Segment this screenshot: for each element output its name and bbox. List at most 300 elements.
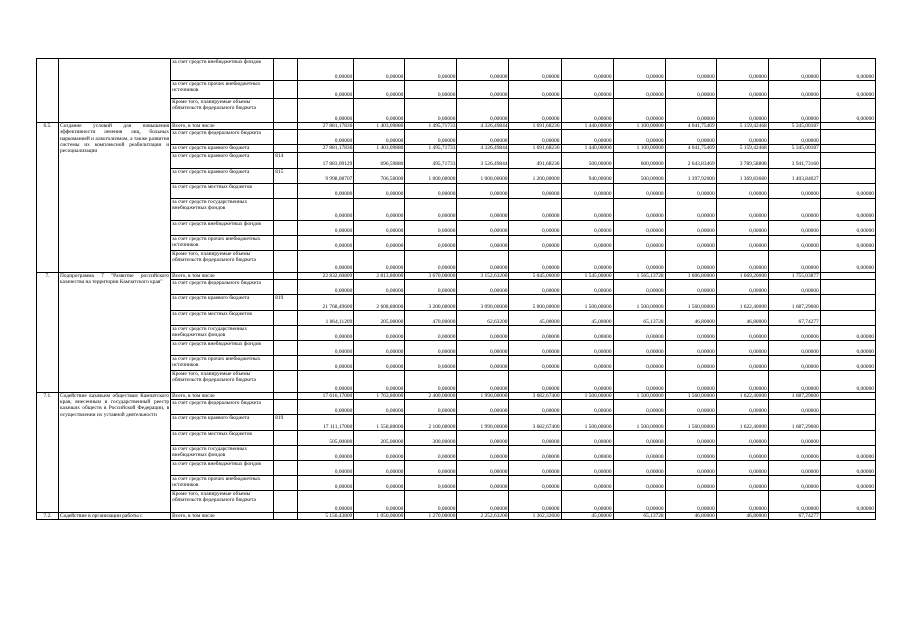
amount-cell: 0,00000 bbox=[354, 183, 405, 198]
amount-cell: 0,00000 bbox=[613, 250, 665, 272]
amount-cell: 0,00000 bbox=[613, 461, 665, 476]
funding-source: за счет средств внебюджетных фондов bbox=[171, 461, 274, 476]
amount-cell: 0,00000 bbox=[298, 476, 354, 491]
amount-cell: 0,00000 bbox=[561, 250, 613, 272]
amount-cell: 0,00000 bbox=[354, 400, 405, 415]
amount-cell: 1 200,00000 bbox=[509, 168, 561, 183]
funding-source: Кроме того, планируемые объемы обязательств федерального бюджета bbox=[171, 491, 274, 513]
budget-code bbox=[274, 235, 298, 250]
amount-cell: 0,00000 bbox=[457, 81, 509, 99]
amount-cell: 600,00000 bbox=[613, 152, 665, 168]
amount-cell: 696,59880 bbox=[354, 152, 405, 168]
amount-cell: 0,00000 bbox=[613, 400, 665, 415]
amount-cell: 0,00000 bbox=[613, 183, 665, 198]
amount-cell: 1 500,00000 bbox=[613, 294, 665, 310]
funding-source: Кроме того, планируемые объемы обязательств федерального бюджета bbox=[171, 99, 274, 123]
amount-cell: 17 111,17000 bbox=[298, 415, 354, 431]
funding-source: за счет средств краевого бюджета bbox=[171, 152, 274, 168]
funding-source: за счет средств местных бюджетов bbox=[171, 310, 274, 325]
amount-cell: 0,00000 bbox=[298, 250, 354, 272]
amount-cell: 3 152,63200 bbox=[457, 272, 509, 279]
funding-source: за счет средств краевого бюджета bbox=[171, 168, 274, 183]
amount-cell: 0,00000 bbox=[405, 476, 457, 491]
amount-cell: 0,00000 bbox=[561, 198, 613, 220]
amount-cell: 0,00000 bbox=[405, 183, 457, 198]
budget-code bbox=[274, 461, 298, 476]
amount-cell: 0,00000 bbox=[561, 446, 613, 461]
amount-cell: 0,00000 bbox=[561, 400, 613, 415]
amount-cell: 0,00000 bbox=[298, 446, 354, 461]
amount-cell: 0,00000 bbox=[716, 81, 768, 99]
amount-cell: 0,00000 bbox=[298, 355, 354, 370]
amount-cell: 0,00000 bbox=[820, 59, 875, 81]
amount-cell: 2 608,80000 bbox=[354, 294, 405, 310]
budget-code bbox=[274, 272, 298, 279]
amount-cell: 1 622,40000 bbox=[716, 415, 768, 431]
funding-source: Всего, в том числе bbox=[171, 513, 274, 520]
funding-source: за счет средств краевого бюджета bbox=[171, 145, 274, 152]
amount-cell: 0,00000 bbox=[354, 461, 405, 476]
amount-cell: 0,00000 bbox=[820, 198, 875, 220]
amount-cell: 0,00000 bbox=[613, 446, 665, 461]
amount-cell: 0,00000 bbox=[613, 325, 665, 340]
amount-cell: 0,00000 bbox=[457, 370, 509, 392]
amount-cell: 0,00000 bbox=[820, 235, 875, 250]
amount-cell: 21 768,49600 bbox=[298, 294, 354, 310]
budget-code bbox=[274, 491, 298, 513]
amount-cell bbox=[820, 145, 875, 152]
budget-code bbox=[274, 123, 298, 130]
amount-cell: 0,00000 bbox=[561, 491, 613, 513]
amount-cell: 491,68236 bbox=[509, 152, 561, 168]
amount-cell: 0,00000 bbox=[665, 235, 716, 250]
amount-cell: 0,00000 bbox=[354, 325, 405, 340]
funding-source: за счет средств внебюджетных фондов bbox=[171, 220, 274, 235]
amount-cell: 495,71733 bbox=[405, 152, 457, 168]
funding-source: за счет средств местных бюджетов bbox=[171, 183, 274, 198]
amount-cell: 0,00000 bbox=[457, 491, 509, 513]
amount-cell: 0,00000 bbox=[665, 431, 716, 446]
budget-code bbox=[274, 355, 298, 370]
amount-cell: 0,00000 bbox=[354, 220, 405, 235]
amount-cell: 46,80000 bbox=[665, 310, 716, 325]
amount-cell: 0,00000 bbox=[354, 476, 405, 491]
amount-cell: 0,00000 bbox=[768, 340, 820, 355]
amount-cell: 0,00000 bbox=[716, 461, 768, 476]
amount-cell: 0,00000 bbox=[298, 400, 354, 415]
amount-cell: 0,00000 bbox=[509, 446, 561, 461]
amount-cell: 0,00000 bbox=[665, 183, 716, 198]
amount-cell: 0,00000 bbox=[457, 130, 509, 145]
amount-cell: 0,00000 bbox=[405, 130, 457, 145]
amount-cell: 0,00000 bbox=[298, 340, 354, 355]
amount-cell: 0,00000 bbox=[405, 220, 457, 235]
amount-cell: 0,00000 bbox=[820, 491, 875, 513]
amount-cell: 0,00000 bbox=[561, 279, 613, 294]
amount-cell: 17 616,17000 bbox=[298, 392, 354, 399]
funding-source: Всего, в том числе bbox=[171, 392, 274, 399]
amount-cell: 1 990,00000 bbox=[457, 392, 509, 399]
amount-cell: 500,00000 bbox=[561, 152, 613, 168]
amount-cell: 0,00000 bbox=[457, 250, 509, 272]
amount-cell: 0,00000 bbox=[354, 198, 405, 220]
amount-cell: 0,00000 bbox=[561, 340, 613, 355]
amount-cell: 0,00000 bbox=[613, 476, 665, 491]
amount-cell: 0,00000 bbox=[298, 325, 354, 340]
row-index: 7.2. bbox=[37, 513, 59, 520]
amount-cell: 0,00000 bbox=[665, 250, 716, 272]
amount-cell: 0,00000 bbox=[665, 130, 716, 145]
budget-code bbox=[274, 99, 298, 123]
amount-cell: 1 440,00000 bbox=[561, 145, 613, 152]
budget-table bbox=[36, 58, 876, 520]
amount-cell: 0,00000 bbox=[716, 235, 768, 250]
budget-code bbox=[274, 476, 298, 491]
amount-cell: 0,00000 bbox=[820, 461, 875, 476]
amount-cell: 500,00000 bbox=[613, 168, 665, 183]
amount-cell: 0,00000 bbox=[665, 279, 716, 294]
amount-cell: 0,00000 bbox=[509, 491, 561, 513]
amount-cell: 0,00000 bbox=[561, 220, 613, 235]
amount-cell: 67,74277 bbox=[768, 310, 820, 325]
budget-code bbox=[274, 370, 298, 392]
budget-code bbox=[274, 446, 298, 461]
funding-source: за счет средств краевого бюджета bbox=[171, 415, 274, 431]
amount-cell: 0,00000 bbox=[561, 370, 613, 392]
amount-cell: 0,00000 bbox=[509, 431, 561, 446]
amount-cell: 706,50000 bbox=[354, 168, 405, 183]
amount-cell: 62,63200 bbox=[457, 310, 509, 325]
amount-cell: 0,00000 bbox=[613, 99, 665, 123]
amount-cell: 0,00000 bbox=[509, 355, 561, 370]
amount-cell bbox=[820, 392, 875, 399]
amount-cell: 0,00000 bbox=[298, 235, 354, 250]
amount-cell: 3 682,67400 bbox=[509, 392, 561, 399]
amount-cell: 0,00000 bbox=[354, 99, 405, 123]
amount-cell: 0,00000 bbox=[716, 59, 768, 81]
amount-cell: 3 200,00000 bbox=[405, 294, 457, 310]
amount-cell: 0,00000 bbox=[665, 99, 716, 123]
amount-cell: 3 682,67400 bbox=[509, 415, 561, 431]
measure-name: Создание условий для повышения эффективности лечения лиц, больных наркоманией и алкоголизмом, а также развития системы их комплексной реабилитации и ресоциализации bbox=[59, 123, 171, 273]
amount-cell: 3 941,73160 bbox=[768, 152, 820, 168]
amount-cell: 0,00000 bbox=[457, 461, 509, 476]
amount-cell: 0,00000 bbox=[768, 183, 820, 198]
amount-cell: 0,00000 bbox=[354, 355, 405, 370]
amount-cell: 0,00000 bbox=[405, 59, 457, 81]
amount-cell: 470,00000 bbox=[405, 310, 457, 325]
amount-cell: 0,00000 bbox=[768, 431, 820, 446]
amount-cell: 0,00000 bbox=[298, 59, 354, 81]
amount-cell: 0,00000 bbox=[820, 220, 875, 235]
amount-cell: 0,00000 bbox=[665, 355, 716, 370]
budget-code bbox=[274, 198, 298, 220]
amount-cell: 0,00000 bbox=[665, 325, 716, 340]
row-index: 6.5. bbox=[37, 123, 59, 273]
budget-code bbox=[274, 513, 298, 520]
amount-cell: 0,00000 bbox=[613, 340, 665, 355]
amount-cell: 0,00000 bbox=[613, 355, 665, 370]
funding-source: за счет средств местных бюджетов bbox=[171, 431, 274, 446]
amount-cell bbox=[820, 130, 875, 145]
row-index: 7.1. bbox=[37, 392, 59, 512]
amount-cell: 0,00000 bbox=[561, 183, 613, 198]
amount-cell: 0,00000 bbox=[613, 235, 665, 250]
amount-cell: 1 687,29600 bbox=[768, 294, 820, 310]
amount-cell: 0,00000 bbox=[405, 250, 457, 272]
row-index: 7. bbox=[37, 272, 59, 392]
amount-cell: 0,00000 bbox=[613, 431, 665, 446]
amount-cell: 0,00000 bbox=[665, 446, 716, 461]
amount-cell: 0,00000 bbox=[354, 130, 405, 145]
amount-cell: 205,00000 bbox=[354, 310, 405, 325]
funding-source: за счет средств прочих внебюджетных источников bbox=[171, 235, 274, 250]
table-row bbox=[37, 123, 876, 130]
amount-cell: 2 813,80000 bbox=[354, 272, 405, 279]
amount-cell: 0,00000 bbox=[561, 99, 613, 123]
amount-cell: 1 050,00000 bbox=[354, 513, 405, 520]
amount-cell: 0,00000 bbox=[665, 59, 716, 81]
amount-cell: 65,13728 bbox=[613, 513, 665, 520]
amount-cell: 0,00000 bbox=[665, 476, 716, 491]
amount-cell: 3 670,00000 bbox=[405, 272, 457, 279]
amount-cell: 0,00000 bbox=[298, 461, 354, 476]
amount-cell: 1 100,00000 bbox=[613, 123, 665, 130]
funding-source: за счет средств прочих внебюджетных источников bbox=[171, 355, 274, 370]
amount-cell: 0,00000 bbox=[354, 59, 405, 81]
amount-cell: 1 545,00000 bbox=[561, 272, 613, 279]
measure-name: Содействие в организации работы с bbox=[59, 513, 171, 520]
amount-cell: 1 560,00000 bbox=[665, 415, 716, 431]
funding-source: Кроме того, планируемые объемы обязательств федерального бюджета bbox=[171, 370, 274, 392]
amount-cell: 0,00000 bbox=[716, 183, 768, 198]
budget-code bbox=[274, 81, 298, 99]
amount-cell: 1 397,92000 bbox=[665, 168, 716, 183]
amount-cell: 0,00000 bbox=[405, 491, 457, 513]
amount-cell bbox=[820, 513, 875, 520]
amount-cell: 1 270,00000 bbox=[405, 513, 457, 520]
amount-cell: 1 369,83680 bbox=[716, 168, 768, 183]
amount-cell: 0,00000 bbox=[298, 491, 354, 513]
amount-cell: 0,00000 bbox=[665, 220, 716, 235]
amount-cell: 0,00000 bbox=[716, 325, 768, 340]
funding-source: за счет средств государственных внебюджетных фондов bbox=[171, 446, 274, 461]
amount-cell: 0,00000 bbox=[561, 130, 613, 145]
amount-cell: 0,00000 bbox=[405, 99, 457, 123]
amount-cell: 0,00000 bbox=[561, 81, 613, 99]
amount-cell bbox=[820, 123, 875, 130]
amount-cell: 3 526,49844 bbox=[457, 152, 509, 168]
budget-table-sheet bbox=[36, 58, 876, 520]
amount-cell: 4 041,75469 bbox=[665, 123, 716, 130]
amount-cell: 0,00000 bbox=[354, 279, 405, 294]
amount-cell: 1 403,09880 bbox=[354, 123, 405, 130]
amount-cell: 0,00000 bbox=[509, 99, 561, 123]
amount-cell: 45,00000 bbox=[509, 310, 561, 325]
amount-cell: 17 883,09129 bbox=[298, 152, 354, 168]
amount-cell: 0,00000 bbox=[509, 250, 561, 272]
funding-source: за счет средств прочих внебюджетных источников bbox=[171, 81, 274, 99]
amount-cell: 0,00000 bbox=[768, 250, 820, 272]
amount-cell: 0,00000 bbox=[820, 183, 875, 198]
amount-cell: 0,00000 bbox=[561, 325, 613, 340]
amount-cell: 0,00000 bbox=[405, 400, 457, 415]
amount-cell: 1 500,00000 bbox=[613, 392, 665, 399]
amount-cell: 0,00000 bbox=[405, 340, 457, 355]
amount-cell: 0,00000 bbox=[613, 130, 665, 145]
funding-source: Всего, в том числе bbox=[171, 123, 274, 130]
amount-cell: 0,00000 bbox=[665, 461, 716, 476]
amount-cell: 0,00000 bbox=[509, 370, 561, 392]
funding-source: Всего, в том числе bbox=[171, 272, 274, 279]
amount-cell: 0,00000 bbox=[509, 130, 561, 145]
amount-cell bbox=[820, 272, 875, 279]
amount-cell: 0,00000 bbox=[298, 370, 354, 392]
amount-cell: 0,00000 bbox=[405, 461, 457, 476]
amount-cell: 5 345,00187 bbox=[768, 145, 820, 152]
amount-cell: 0,00000 bbox=[298, 279, 354, 294]
amount-cell: 0,00000 bbox=[298, 220, 354, 235]
budget-code: 814 bbox=[274, 152, 298, 168]
amount-cell: 1 495,71733 bbox=[405, 123, 457, 130]
amount-cell: 0,00000 bbox=[768, 130, 820, 145]
amount-cell: 0,00000 bbox=[613, 279, 665, 294]
amount-cell: 0,00000 bbox=[457, 279, 509, 294]
amount-cell: 0,00000 bbox=[613, 81, 665, 99]
amount-cell bbox=[820, 152, 875, 168]
funding-source: за счет средств федерального бюджета bbox=[171, 400, 274, 415]
amount-cell: 0,00000 bbox=[561, 461, 613, 476]
amount-cell: 0,00000 bbox=[509, 325, 561, 340]
amount-cell: 0,00000 bbox=[457, 431, 509, 446]
amount-cell: 0,00000 bbox=[405, 446, 457, 461]
amount-cell: 1 990,00000 bbox=[457, 415, 509, 431]
amount-cell: 0,00000 bbox=[820, 446, 875, 461]
amount-cell: 0,00000 bbox=[509, 340, 561, 355]
amount-cell: 0,00000 bbox=[298, 198, 354, 220]
amount-cell: 5 045,00000 bbox=[509, 272, 561, 279]
amount-cell: 1 560,00000 bbox=[665, 392, 716, 399]
amount-cell: 0,00000 bbox=[716, 370, 768, 392]
amount-cell: 0,00000 bbox=[716, 431, 768, 446]
amount-cell: 4 326,49844 bbox=[457, 123, 509, 130]
amount-cell: 1 500,00000 bbox=[613, 415, 665, 431]
amount-cell: 0,00000 bbox=[354, 370, 405, 392]
amount-cell: 1 687,29600 bbox=[768, 392, 820, 399]
amount-cell: 0,00000 bbox=[768, 220, 820, 235]
amount-cell bbox=[820, 400, 875, 415]
table-row bbox=[37, 272, 876, 279]
amount-cell: 0,00000 bbox=[716, 99, 768, 123]
measure-name bbox=[59, 59, 171, 123]
amount-cell: 2 643,83469 bbox=[665, 152, 716, 168]
amount-cell: 0,00000 bbox=[509, 59, 561, 81]
budget-code bbox=[274, 220, 298, 235]
amount-cell: 0,00000 bbox=[405, 355, 457, 370]
amount-cell: 0,00000 bbox=[716, 198, 768, 220]
funding-source: за счет средств внебюджетных фондов bbox=[171, 59, 274, 81]
budget-code bbox=[274, 400, 298, 415]
amount-cell: 1 622,40000 bbox=[716, 294, 768, 310]
amount-cell: 5 345,00187 bbox=[768, 123, 820, 130]
amount-cell: 0,00000 bbox=[768, 370, 820, 392]
amount-cell: 1 691,68236 bbox=[509, 123, 561, 130]
amount-cell: 4 041,75469 bbox=[665, 145, 716, 152]
amount-cell: 46,80000 bbox=[665, 513, 716, 520]
amount-cell: 505,00000 bbox=[298, 431, 354, 446]
amount-cell: 0,00000 bbox=[820, 355, 875, 370]
budget-code bbox=[274, 130, 298, 145]
amount-cell: 65,13728 bbox=[613, 310, 665, 325]
measure-name: Подпрограмма 7 "Развитие российского казачества на территории Камчатского края" bbox=[59, 272, 171, 392]
amount-cell: 0,00000 bbox=[820, 370, 875, 392]
amount-cell: 0,00000 bbox=[716, 491, 768, 513]
budget-code: 815 bbox=[274, 168, 298, 183]
amount-cell: 22 832,60809 bbox=[298, 272, 354, 279]
amount-cell: 1 500,00000 bbox=[561, 294, 613, 310]
amount-cell: 0,00000 bbox=[457, 355, 509, 370]
amount-cell bbox=[820, 294, 875, 310]
amount-cell: 0,00000 bbox=[716, 355, 768, 370]
amount-cell: 1 440,00000 bbox=[561, 123, 613, 130]
amount-cell: 1 403,84027 bbox=[768, 168, 820, 183]
amount-cell: 0,00000 bbox=[457, 220, 509, 235]
budget-code bbox=[274, 145, 298, 152]
funding-source: за счет средств федерального бюджета bbox=[171, 279, 274, 294]
amount-cell: 0,00000 bbox=[457, 476, 509, 491]
amount-cell: 1 000,00000 bbox=[405, 168, 457, 183]
amount-cell: 0,00000 bbox=[561, 235, 613, 250]
budget-code bbox=[274, 250, 298, 272]
amount-cell: 0,00000 bbox=[354, 340, 405, 355]
amount-cell: 67,74277 bbox=[768, 513, 820, 520]
amount-cell: 2 100,00000 bbox=[405, 415, 457, 431]
amount-cell: 0,00000 bbox=[457, 235, 509, 250]
amount-cell: 0,00000 bbox=[820, 81, 875, 99]
amount-cell: 0,00000 bbox=[509, 183, 561, 198]
amount-cell: 1 100,00000 bbox=[613, 145, 665, 152]
budget-code bbox=[274, 279, 298, 294]
amount-cell: 0,00000 bbox=[298, 81, 354, 99]
amount-cell: 1 500,00000 bbox=[561, 415, 613, 431]
amount-cell: 0,00000 bbox=[354, 446, 405, 461]
amount-cell: 1 560,00000 bbox=[665, 294, 716, 310]
amount-cell: 0,00000 bbox=[457, 340, 509, 355]
amount-cell: 0,00000 bbox=[768, 99, 820, 123]
amount-cell: 205,00000 bbox=[354, 431, 405, 446]
amount-cell: 1 500,00000 bbox=[561, 392, 613, 399]
funding-source: Кроме того, планируемые объемы обязательств федерального бюджета bbox=[171, 250, 274, 272]
amount-cell: 0,00000 bbox=[768, 446, 820, 461]
amount-cell: 46,80000 bbox=[716, 513, 768, 520]
amount-cell: 1 495,71733 bbox=[405, 145, 457, 152]
amount-cell: 0,00000 bbox=[716, 400, 768, 415]
amount-cell: 0,00000 bbox=[768, 476, 820, 491]
amount-cell: 0,00000 bbox=[457, 183, 509, 198]
amount-cell: 0,00000 bbox=[665, 400, 716, 415]
amount-cell: 0,00000 bbox=[665, 491, 716, 513]
amount-cell: 300,00000 bbox=[405, 431, 457, 446]
amount-cell: 0,00000 bbox=[509, 461, 561, 476]
amount-cell: 0,00000 bbox=[613, 370, 665, 392]
amount-cell: 5 000,00000 bbox=[509, 294, 561, 310]
amount-cell: 0,00000 bbox=[457, 400, 509, 415]
amount-cell: 0,00000 bbox=[509, 235, 561, 250]
amount-cell: 45,00000 bbox=[561, 310, 613, 325]
amount-cell: 1 565,13728 bbox=[613, 272, 665, 279]
amount-cell: 1 403,09880 bbox=[354, 145, 405, 152]
amount-cell: 0,00000 bbox=[298, 183, 354, 198]
